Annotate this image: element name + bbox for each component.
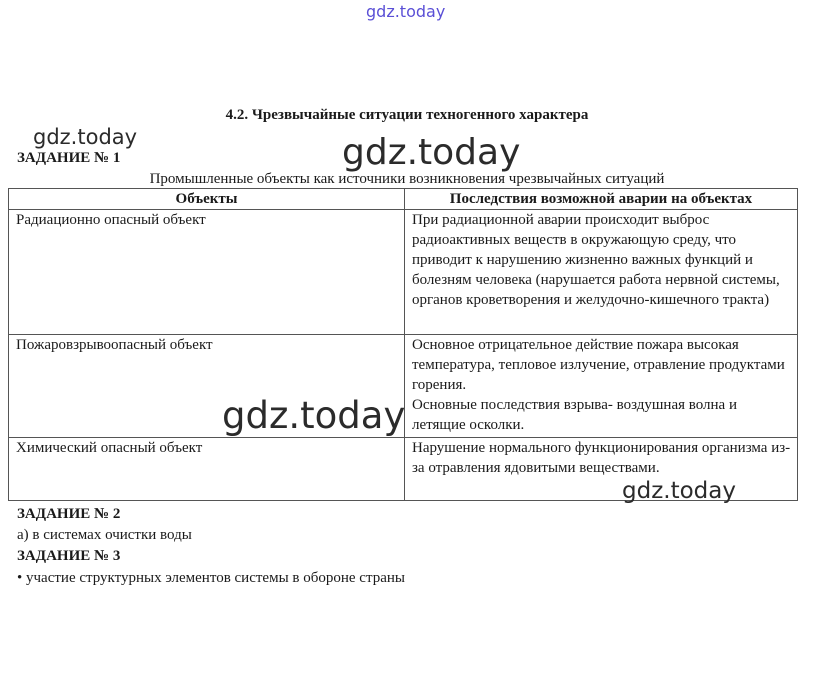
object-cell: Химический опасный объект (9, 438, 405, 501)
task-2-answer: а) в системах очистки воды (17, 527, 192, 543)
task-3-label: ЗАДАНИЕ № 3 (17, 548, 121, 564)
watermark: gdz.today (33, 125, 138, 149)
consequence-cell: При радиационной аварии происходит выброс радиоактивных веществ в окружающую среду, что приводит к нарушению жизненно важных функций и болезням человека (нарушается работа нервной системы, органов кроветворения и желудочно-кишечного тракта) (405, 210, 798, 335)
header-consequences: Последствия возможной аварии на объектах (405, 189, 798, 210)
consequence-text: Основное отрицательное действие пожара высокая температура, тепловое излучение, отравление продуктами горения. (412, 337, 785, 393)
objects-table (8, 188, 798, 501)
object-cell: Радиационно опасный объект (9, 210, 405, 335)
consequence-text: Основные последствия взрыва- воздушная волна и летящие осколки. (412, 397, 737, 433)
watermark: gdz.today (366, 2, 446, 21)
watermark: gdz.today (222, 394, 406, 437)
task-1-label: ЗАДАНИЕ № 1 (17, 150, 121, 166)
consequence-cell: Нарушение нормального функционирования организма из-за отравления ядовитыми веществами. (405, 438, 798, 501)
table-caption: Промышленные объекты как источники возникновения чрезвычайных ситуаций (149, 171, 665, 187)
task-3-answer: • участие структурных элементов системы в обороне страны (17, 570, 405, 586)
table-row (9, 210, 798, 335)
section-title: 4.2. Чрезвычайные ситуации техногенного характера (225, 107, 589, 123)
consequence-cell (405, 335, 798, 438)
watermark: gdz.today (342, 132, 521, 173)
watermark: gdz.today (622, 478, 736, 504)
table-header-row (9, 189, 798, 210)
task-2-label: ЗАДАНИЕ № 2 (17, 506, 121, 522)
object-cell: Пожаровзрывоопасный объект (9, 335, 405, 438)
header-objects: Объекты (9, 189, 405, 210)
